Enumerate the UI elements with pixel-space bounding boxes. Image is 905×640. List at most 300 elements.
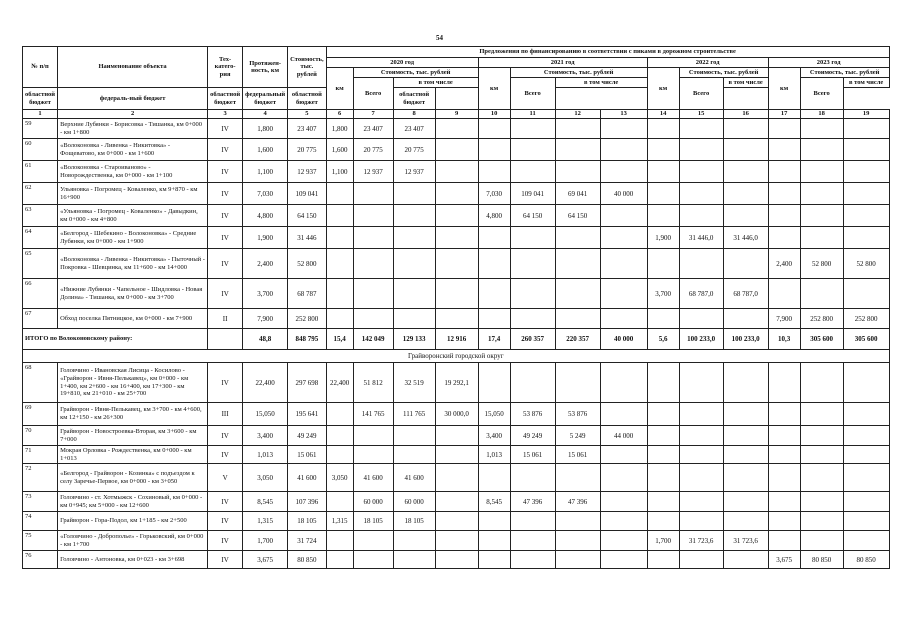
header-km-2022: км xyxy=(647,68,679,110)
table-cell xyxy=(435,139,478,161)
table-cell xyxy=(679,512,723,531)
header-year-2021: 2021 год xyxy=(478,58,647,68)
table-cell: 1,700 xyxy=(243,531,288,551)
table-cell: 1,900 xyxy=(647,227,679,249)
table-row xyxy=(23,403,890,426)
table-cell: IV xyxy=(208,227,243,249)
table-cell xyxy=(800,363,843,403)
row-number: 68 xyxy=(23,363,58,403)
header-incl-2022: в том числе xyxy=(723,78,768,88)
table-cell xyxy=(478,512,510,531)
table-cell: 32 519 xyxy=(393,363,435,403)
row-number: 59 xyxy=(23,119,58,139)
table-cell: 20 775 xyxy=(288,139,326,161)
total-label: ИТОГО по Волоконовскому району: xyxy=(23,329,208,350)
header-km-2020: км xyxy=(326,68,353,110)
table-cell: 111 765 xyxy=(393,403,435,426)
table-cell: 109 041 xyxy=(288,183,326,205)
table-row xyxy=(23,551,890,569)
table-cell xyxy=(723,205,768,227)
object-name: Головчино - Антоновка, км 0+023 - км 3+698 xyxy=(58,551,208,569)
column-number: 15 xyxy=(679,110,723,119)
table-cell xyxy=(393,551,435,569)
table-cell: 1,100 xyxy=(326,161,353,183)
table-cell xyxy=(800,492,843,512)
table-cell: II xyxy=(208,309,243,329)
table-cell: 31 723,6 xyxy=(679,531,723,551)
header-regional-2021: областной бюджет xyxy=(208,88,243,110)
section-title: Грайворонский городской округ xyxy=(23,350,890,363)
table-cell: 31 724 xyxy=(288,531,326,551)
table-cell: 31 446,0 xyxy=(679,227,723,249)
table-row xyxy=(23,426,890,446)
row-number: 66 xyxy=(23,279,58,309)
table-cell: 20 775 xyxy=(393,139,435,161)
table-cell xyxy=(600,139,647,161)
table-cell xyxy=(723,119,768,139)
table-row xyxy=(23,139,890,161)
table-cell xyxy=(800,464,843,492)
table-cell xyxy=(435,492,478,512)
table-cell: IV xyxy=(208,279,243,309)
table-row xyxy=(23,531,890,551)
table-cell xyxy=(393,279,435,309)
table-cell: 30 000,0 xyxy=(435,403,478,426)
column-number: 17 xyxy=(768,110,800,119)
header-total-2022: Всего xyxy=(679,78,723,110)
table-cell xyxy=(679,403,723,426)
column-number: 8 xyxy=(393,110,435,119)
table-cell xyxy=(647,512,679,531)
table-cell xyxy=(326,205,353,227)
table-cell xyxy=(600,403,647,426)
table-cell xyxy=(435,161,478,183)
object-name: Головчино - ст. Хотмыжск - Сохиновый, км 0+000 - км 0+945; км 5+000 - км 12+600 xyxy=(58,492,208,512)
table-cell xyxy=(478,279,510,309)
table-cell: 8,545 xyxy=(243,492,288,512)
header-category: Тех-катего-рия xyxy=(208,47,243,88)
table-cell xyxy=(555,464,600,492)
table-cell: 41 600 xyxy=(393,464,435,492)
object-name: «Волоконовка - Ливенка - Никитовка» - Фощеватово, км 0+000 - км 1+600 xyxy=(58,139,208,161)
total-cell: 129 133 xyxy=(393,329,435,350)
header-year-2022: 2022 год xyxy=(647,58,768,68)
table-cell xyxy=(435,119,478,139)
header-regional-2022: областной бюджет xyxy=(288,88,326,110)
row-number: 62 xyxy=(23,183,58,205)
table-cell xyxy=(843,363,889,403)
financing-table xyxy=(22,46,890,569)
row-number: 76 xyxy=(23,551,58,569)
table-cell xyxy=(723,139,768,161)
table-cell xyxy=(800,119,843,139)
table-cell: 1,600 xyxy=(243,139,288,161)
table-cell xyxy=(555,279,600,309)
table-cell: 107 396 xyxy=(288,492,326,512)
table-cell xyxy=(326,531,353,551)
total-cell: 17,4 xyxy=(478,329,510,350)
table-cell xyxy=(353,183,393,205)
table-row xyxy=(23,512,890,531)
object-name: Головчино - Ивановская Лисица - Косилово - «Грайворон - Ивня-Пелькавец», км 0+000 - км 1+400, км 2+600 - км 16+400, км 17+300 - км 19+810, км 21+010 - км 25+700 xyxy=(58,363,208,403)
table-cell xyxy=(435,183,478,205)
table-cell xyxy=(326,227,353,249)
table-cell xyxy=(843,426,889,446)
table-cell xyxy=(326,551,353,569)
table-cell xyxy=(723,249,768,279)
table-cell: IV xyxy=(208,551,243,569)
table-cell xyxy=(435,309,478,329)
table-cell xyxy=(326,183,353,205)
table-cell xyxy=(679,161,723,183)
table-cell xyxy=(768,279,800,309)
table-cell: 1,013 xyxy=(478,446,510,464)
table-cell xyxy=(843,531,889,551)
total-cell: 260 357 xyxy=(510,329,555,350)
table-row xyxy=(23,119,890,139)
table-cell: 1,315 xyxy=(326,512,353,531)
table-cell: 68 787 xyxy=(288,279,326,309)
header-cost-2020: Стоимость, тыс. рублей xyxy=(353,68,478,78)
table-cell: 80 850 xyxy=(800,551,843,569)
table-cell: 7,030 xyxy=(243,183,288,205)
header-regional-2023: областной бюджет xyxy=(393,88,435,110)
table-cell xyxy=(478,551,510,569)
table-cell xyxy=(843,205,889,227)
table-cell xyxy=(600,227,647,249)
table-cell: 8,545 xyxy=(478,492,510,512)
table-cell xyxy=(679,446,723,464)
table-cell xyxy=(393,249,435,279)
table-cell xyxy=(679,551,723,569)
table-cell xyxy=(723,363,768,403)
table-cell: IV xyxy=(208,119,243,139)
table-cell xyxy=(600,249,647,279)
table-cell xyxy=(647,363,679,403)
table-cell xyxy=(647,249,679,279)
table-cell xyxy=(600,363,647,403)
table-cell xyxy=(800,205,843,227)
header-length: Протяжен-ность, км xyxy=(243,47,288,88)
column-number: 3 xyxy=(208,110,243,119)
table-cell xyxy=(435,279,478,309)
table-cell: 12 937 xyxy=(393,161,435,183)
table-cell xyxy=(843,446,889,464)
row-number: 65 xyxy=(23,249,58,279)
table-cell xyxy=(843,139,889,161)
table-cell: 23 407 xyxy=(393,119,435,139)
table-row xyxy=(23,183,890,205)
table-cell: 141 765 xyxy=(353,403,393,426)
table-cell xyxy=(510,551,555,569)
table-cell xyxy=(679,492,723,512)
table-cell: 47 396 xyxy=(510,492,555,512)
column-numbers-row xyxy=(23,110,890,119)
total-cell: 15,4 xyxy=(326,329,353,350)
table-cell xyxy=(679,426,723,446)
table-row xyxy=(23,205,890,227)
table-cell xyxy=(353,309,393,329)
table-cell: 1,315 xyxy=(243,512,288,531)
header-total-2020: Всего xyxy=(353,78,393,110)
total-cell: 305 600 xyxy=(843,329,889,350)
table-cell xyxy=(800,139,843,161)
header-incl-2020: в том числе xyxy=(393,78,478,88)
table-body xyxy=(23,119,890,569)
table-cell: 3,675 xyxy=(768,551,800,569)
table-cell: 12 937 xyxy=(353,161,393,183)
table-cell xyxy=(600,464,647,492)
table-cell xyxy=(555,119,600,139)
total-cell: 48,8 xyxy=(243,329,288,350)
table-cell xyxy=(393,205,435,227)
object-name: «Ульяновка - Погромец - Коваленко» - Давыдкин, км 0+000 - км 4+800 xyxy=(58,205,208,227)
header-federal-2021: федеральный бюджет xyxy=(243,88,288,110)
table-cell xyxy=(555,309,600,329)
object-name: «Нижние Лубянки - Чапельное - Шидловка - Новая Долина» - Тишанка, км 0+000 - км 3+700 xyxy=(58,279,208,309)
column-number: 13 xyxy=(600,110,647,119)
table-cell xyxy=(326,309,353,329)
table-cell xyxy=(843,279,889,309)
header-cost: Стоимость, тыс. рублей xyxy=(288,47,326,88)
table-cell xyxy=(768,403,800,426)
table-cell: 7,030 xyxy=(478,183,510,205)
table-cell xyxy=(555,512,600,531)
table-cell xyxy=(600,512,647,531)
object-name: Грайворон - Новостроевка-Вторая, км 3+600 - км 7+000 xyxy=(58,426,208,446)
table-cell xyxy=(510,119,555,139)
table-cell xyxy=(723,309,768,329)
table-cell: 7,900 xyxy=(768,309,800,329)
table-cell xyxy=(393,309,435,329)
table-cell xyxy=(555,363,600,403)
table-cell xyxy=(647,183,679,205)
table-cell xyxy=(326,446,353,464)
header-km-2023: км xyxy=(768,68,800,110)
table-cell: 64 150 xyxy=(510,205,555,227)
table-cell xyxy=(478,119,510,139)
table-cell xyxy=(800,426,843,446)
table-cell: 1,100 xyxy=(243,161,288,183)
table-cell: IV xyxy=(208,249,243,279)
row-number: 60 xyxy=(23,139,58,161)
row-number: 61 xyxy=(23,161,58,183)
table-cell xyxy=(768,492,800,512)
table-cell: 3,675 xyxy=(243,551,288,569)
row-number: 72 xyxy=(23,464,58,492)
table-cell xyxy=(843,464,889,492)
table-row xyxy=(23,279,890,309)
table-cell xyxy=(478,249,510,279)
column-number: 12 xyxy=(555,110,600,119)
row-number: 64 xyxy=(23,227,58,249)
table-cell xyxy=(555,139,600,161)
table-cell xyxy=(800,403,843,426)
table-cell: 15,050 xyxy=(243,403,288,426)
object-name: «Белгород - Шебекино - Волоконовка» - Средние Лубянки, км 0+000 - км 1+900 xyxy=(58,227,208,249)
table-cell: 52 800 xyxy=(800,249,843,279)
table-cell xyxy=(393,531,435,551)
column-number: 18 xyxy=(800,110,843,119)
object-name: Ульяновка - Погромец - Коваленко, км 9+870 - км 16+900 xyxy=(58,183,208,205)
table-cell xyxy=(478,227,510,249)
table-cell: IV xyxy=(208,426,243,446)
table-cell xyxy=(435,531,478,551)
table-cell: 7,900 xyxy=(243,309,288,329)
table-cell: 109 041 xyxy=(510,183,555,205)
row-number: 70 xyxy=(23,426,58,446)
table-cell xyxy=(723,464,768,492)
table-cell xyxy=(843,512,889,531)
table-cell: 80 850 xyxy=(288,551,326,569)
total-cell: 305 600 xyxy=(800,329,843,350)
total-cell xyxy=(208,329,243,350)
table-cell xyxy=(768,426,800,446)
object-name: Грайворон - Гора-Подол, км 1+185 - км 2+500 xyxy=(58,512,208,531)
table-cell xyxy=(600,279,647,309)
table-cell xyxy=(647,309,679,329)
table-cell: 252 800 xyxy=(288,309,326,329)
table-cell: 23 407 xyxy=(353,119,393,139)
object-name: Мокрая Орловка - Рождественка, км 0+000 - км 1+013 xyxy=(58,446,208,464)
table-cell: 252 800 xyxy=(843,309,889,329)
header-cost-2023: Стоимость, тыс. рублей xyxy=(800,68,889,78)
object-name: Грайворон - Ивня-Пелькавец, км 3+700 - км 4+600, км 12+150 - км 26+300 xyxy=(58,403,208,426)
table-cell xyxy=(555,249,600,279)
table-cell xyxy=(510,464,555,492)
table-cell: 31 446 xyxy=(288,227,326,249)
table-cell xyxy=(600,492,647,512)
table-cell: 1,800 xyxy=(243,119,288,139)
table-cell: 15 061 xyxy=(288,446,326,464)
table-cell: 60 000 xyxy=(393,492,435,512)
table-cell xyxy=(768,512,800,531)
total-cell: 100 233,0 xyxy=(679,329,723,350)
table-cell xyxy=(353,279,393,309)
table-cell xyxy=(800,446,843,464)
header-no: № п/п xyxy=(23,47,58,88)
column-number: 6 xyxy=(326,110,353,119)
table-cell xyxy=(510,139,555,161)
row-number: 63 xyxy=(23,205,58,227)
table-row xyxy=(23,446,890,464)
table-cell xyxy=(647,492,679,512)
table-row xyxy=(23,249,890,279)
table-cell xyxy=(478,139,510,161)
table-cell: 1,600 xyxy=(326,139,353,161)
table-cell: 4,800 xyxy=(243,205,288,227)
table-cell xyxy=(353,531,393,551)
column-number: 1 xyxy=(23,110,58,119)
table-cell: 31 446,0 xyxy=(723,227,768,249)
table-cell xyxy=(478,464,510,492)
header-cost-2022: Стоимость, тыс. рублей xyxy=(679,68,768,78)
total-cell: 12 916 xyxy=(435,329,478,350)
table-cell: 15 061 xyxy=(510,446,555,464)
table-cell xyxy=(647,426,679,446)
table-cell xyxy=(478,531,510,551)
header-financing-title: Предложения по финансированию в соответствии с пиками в дорожном строительстве xyxy=(326,47,889,58)
table-cell: 64 150 xyxy=(288,205,326,227)
table-cell: 20 775 xyxy=(353,139,393,161)
table-cell xyxy=(600,446,647,464)
table-cell xyxy=(435,426,478,446)
table-cell: 23 407 xyxy=(288,119,326,139)
table-cell xyxy=(768,363,800,403)
object-name: «Белгород - Грайворон - Козинка» с подъездом к селу Заречье-Первое, км 0+000 - км 3+050 xyxy=(58,464,208,492)
header-year-2020: 2020 год xyxy=(326,58,478,68)
table-cell xyxy=(647,446,679,464)
table-cell xyxy=(768,183,800,205)
table-cell: 297 698 xyxy=(288,363,326,403)
table-cell xyxy=(600,205,647,227)
table-cell: 3,700 xyxy=(647,279,679,309)
table-cell: 195 641 xyxy=(288,403,326,426)
table-cell: 69 041 xyxy=(555,183,600,205)
table-cell xyxy=(723,492,768,512)
table-cell xyxy=(679,464,723,492)
column-number: 19 xyxy=(843,110,889,119)
table-cell xyxy=(353,205,393,227)
table-cell xyxy=(353,249,393,279)
table-cell xyxy=(843,119,889,139)
table-cell xyxy=(600,551,647,569)
total-cell: 142 049 xyxy=(353,329,393,350)
header-year-2023: 2023 год xyxy=(768,58,889,68)
table-cell: 1,800 xyxy=(326,119,353,139)
table-cell xyxy=(768,464,800,492)
total-cell: 5,6 xyxy=(647,329,679,350)
table-cell xyxy=(768,227,800,249)
column-number: 2 xyxy=(58,110,208,119)
table-cell xyxy=(326,249,353,279)
table-cell: IV xyxy=(208,492,243,512)
table-cell: 52 800 xyxy=(288,249,326,279)
table-cell xyxy=(435,551,478,569)
total-cell: 100 233,0 xyxy=(723,329,768,350)
table-cell: 5 249 xyxy=(555,426,600,446)
table-cell xyxy=(393,446,435,464)
table-cell xyxy=(843,161,889,183)
row-number: 69 xyxy=(23,403,58,426)
object-name: «Волоконовка - Ливенка - Никитовка» - Пыточный - Покровка - Шевцинка, км 11+600 - км 14+000 xyxy=(58,249,208,279)
header-km-2021: км xyxy=(478,68,510,110)
table-cell: 18 105 xyxy=(393,512,435,531)
table-cell xyxy=(478,161,510,183)
table-cell xyxy=(768,161,800,183)
table-cell xyxy=(510,363,555,403)
table-cell: 47 396 xyxy=(555,492,600,512)
header-federal-2020: федераль-ный бюджет xyxy=(58,88,208,110)
table-cell xyxy=(768,139,800,161)
table-cell: 3,400 xyxy=(478,426,510,446)
table-cell: 41 600 xyxy=(353,464,393,492)
row-number: 73 xyxy=(23,492,58,512)
table-cell xyxy=(800,531,843,551)
table-cell xyxy=(393,183,435,205)
table-row xyxy=(23,363,890,403)
table-cell xyxy=(435,205,478,227)
table-cell xyxy=(353,426,393,446)
table-cell xyxy=(843,227,889,249)
table-cell: 4,800 xyxy=(478,205,510,227)
table-cell: 1,900 xyxy=(243,227,288,249)
object-name: Верхние Лубянки - Борисовка - Тишанка, км 0+000 - км 1+800 xyxy=(58,119,208,139)
table-cell: 15,050 xyxy=(478,403,510,426)
table-cell xyxy=(647,205,679,227)
table-cell xyxy=(326,426,353,446)
total-row xyxy=(23,329,890,350)
